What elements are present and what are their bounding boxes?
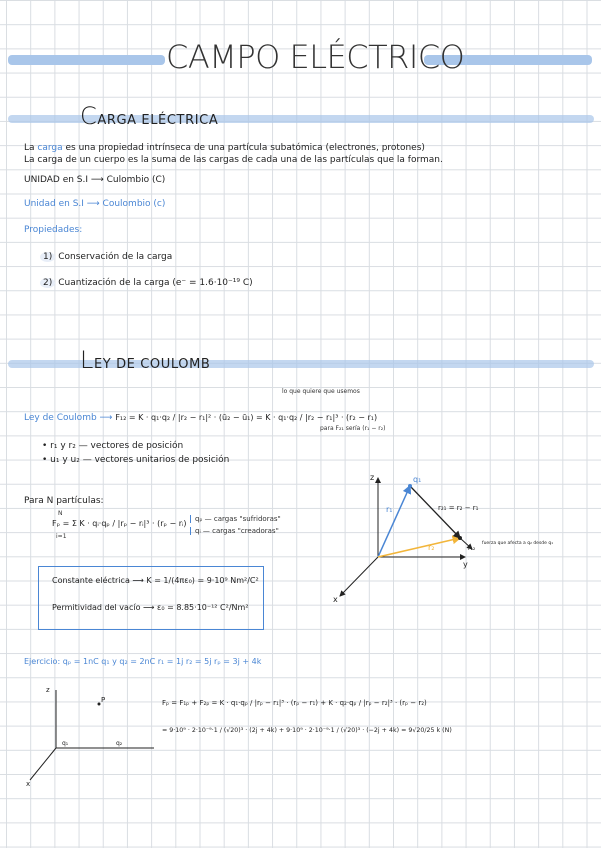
- property-2-number: 2): [40, 278, 55, 288]
- section2-heading: [80, 346, 210, 374]
- property-2: [40, 278, 253, 288]
- n-particles-label: Para N partículas:: [24, 496, 104, 506]
- section2-initial: L: [80, 346, 94, 374]
- x-label: x: [333, 595, 338, 604]
- r21-vector: [410, 486, 460, 538]
- coulomb-formula: F₁₂ = K · q₁·q₂ / |r₂ − r₁|² · (ū₂ − ū₁) = K · q₁·q₂ / |r₂ − r₁|³ · (r₂ − r₁): [115, 413, 378, 422]
- properties-label: Propiedades:: [24, 225, 83, 235]
- vacuum-permittivity: Permitividad del vacío ⟶ ε₀ = 8.85·10⁻¹² C²/Nm²: [52, 603, 249, 612]
- section1-heading: [80, 102, 218, 130]
- qp-note: qₚ — cargas "sufridoras": [190, 515, 281, 523]
- bullet-unit-vectors: • u₁ y u₂ — vectores unitarios de posición: [42, 455, 230, 465]
- property-1-number: 1): [40, 252, 55, 262]
- y-label: y: [463, 560, 468, 569]
- coulomb-label: Ley de Coulomb ⟶: [24, 413, 113, 423]
- intro-line1: [24, 143, 425, 153]
- x-axis: [340, 557, 378, 596]
- section2-rest: EY DE COULOMB: [93, 357, 211, 372]
- title-highlight-left: [8, 55, 165, 65]
- unit-line2: Unidad en S.I ⟶ Coulombio (c): [24, 199, 166, 209]
- bullet-position: • r₁ y r₂ — vectores de posición: [42, 441, 184, 451]
- ex-x-label: x: [26, 780, 31, 788]
- r1-label: r₁: [386, 505, 393, 514]
- property-1: [40, 252, 172, 262]
- page-title: CAMPO ELÉCTRICO: [166, 38, 465, 76]
- coulomb-top-note: lo que quiere que usemos: [282, 388, 360, 395]
- carga-word: carga: [37, 143, 63, 153]
- n-formula: Fₚ = Σ K · qᵢ·qₚ / |rₚ − rᵢ|³ · (rₚ − rᵢ): [52, 519, 187, 528]
- intro-line2: La carga de un cuerpo es la suma de las cargas de cada una de las partículas que la forman.: [24, 155, 443, 165]
- unit-line1: UNIDAD en S.I ⟶ Culombio (C): [24, 175, 166, 185]
- ex-x-axis: [30, 748, 56, 780]
- coulomb-law: [24, 413, 377, 423]
- electric-constant: Constante eléctrica ⟶ K = 1/(4πε₀) = 9·10⁹ Nm²/C²: [52, 576, 259, 585]
- z-label: z: [370, 473, 375, 482]
- exercise-solution-line2: = 9·10⁹ · 2·10⁻⁹·1 / (√20)³ · (2j + 4k) + 9·10⁹ · 2·10⁻⁹·1 / (√20)³ · (−2j + 4k) = 9√20/25 k (N): [162, 727, 452, 734]
- r2-vector: [378, 538, 460, 557]
- exercise-data: qₚ = 1nC q₁ y q₂ = 2nC r₁ = 1j r₂ = 5j rₚ = 3j + 4k: [62, 657, 262, 666]
- q1-point: [408, 484, 412, 488]
- n-sum-top: N: [58, 510, 63, 517]
- r12-label: r₁₂: [468, 545, 476, 552]
- intro-line1-post: es una propiedad intrínseca de una partícula subatómica (electrones, protones): [65, 143, 425, 153]
- section1-rest: ARGA ELÉCTRICA: [97, 113, 219, 128]
- r21-label: r₂₁ = r₂ − r₁: [438, 504, 479, 512]
- section1-initial: C: [80, 102, 98, 130]
- q1-label: q₁: [413, 475, 422, 484]
- vector-diagram: [330, 466, 570, 606]
- exercise-line: [24, 657, 261, 666]
- r2-label: r₂: [428, 543, 435, 552]
- exercise-solution-line1: Fₚ = F₁ₚ + F₂ₚ = K · q₁·qₚ / |rₚ − r₁|³ · (rₚ − r₁) + K · q₂·qₚ / |rₚ − r₂|³ · (rₚ − r₂): [162, 699, 427, 707]
- n-sum-bottom: i=1: [56, 533, 67, 540]
- ex-z-label: z: [46, 686, 50, 694]
- qi-note: qᵢ — cargas "creadoras": [190, 527, 279, 535]
- ex-p-label: P: [101, 696, 106, 704]
- ex-q1-label: q₁: [62, 740, 69, 747]
- r12-note: fuerza que afecta a q₂ desde q₁: [482, 541, 554, 546]
- ex-q2-label: q₂: [116, 740, 123, 747]
- coulomb-side-note: para F₂₁ sería (r₁ − r₂): [320, 425, 386, 432]
- exercise-label: Ejercicio:: [24, 657, 61, 666]
- property-1-text: Conservación de la carga: [58, 252, 173, 262]
- property-2-text: Cuantización de la carga (e⁻ = 1.6·10⁻¹⁹ C): [58, 278, 253, 288]
- r1-vector: [378, 486, 410, 557]
- exercise-diagram: [24, 684, 164, 788]
- intro-line1-pre: La: [24, 143, 35, 153]
